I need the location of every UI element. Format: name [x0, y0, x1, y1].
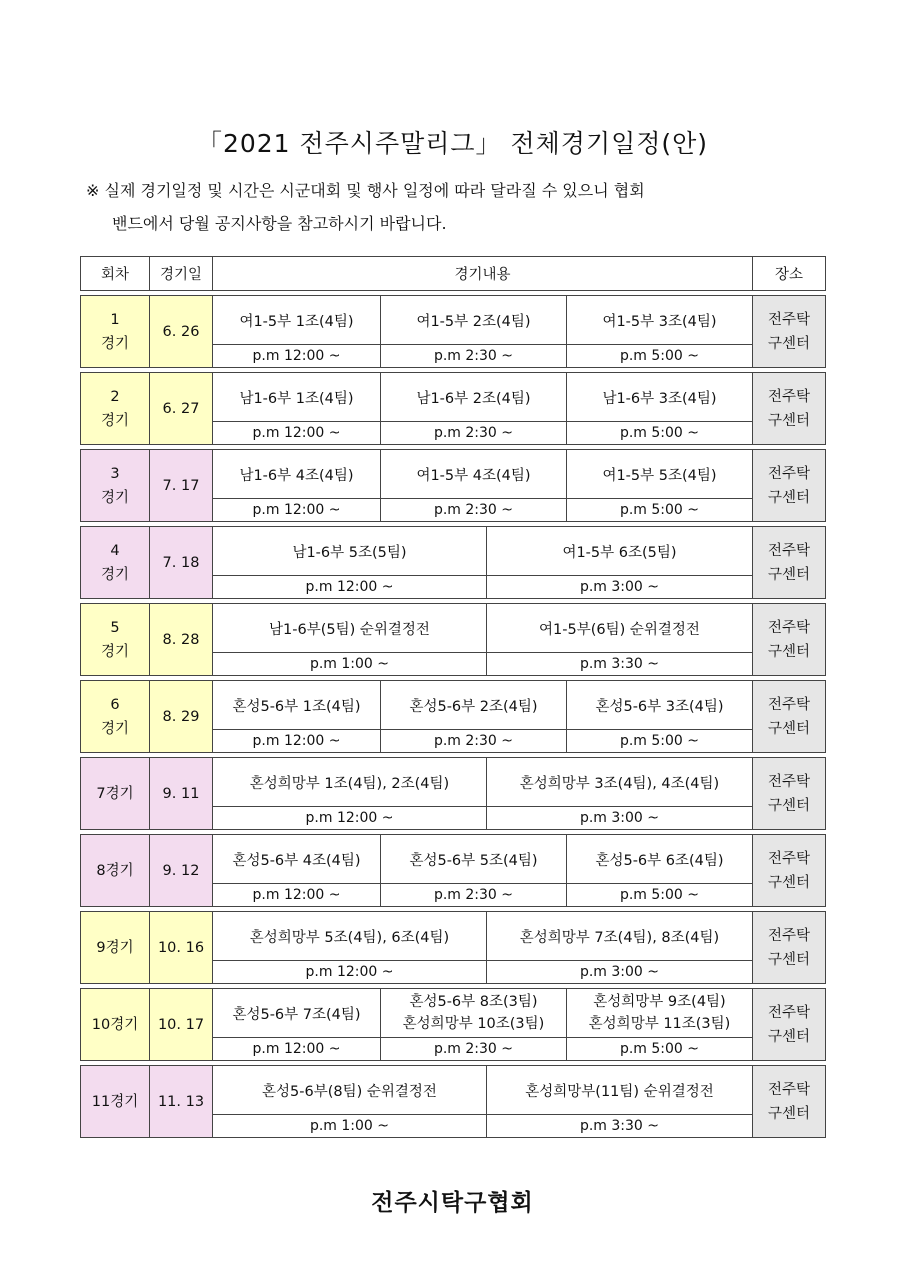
- round-cell: [81, 604, 150, 676]
- event-label: 혼성희망부 9조(4팀): [593, 994, 726, 1010]
- header-date: 경기일: [150, 257, 213, 291]
- event-cell: [213, 989, 381, 1038]
- event-cell: [213, 604, 487, 653]
- date-cell: 8. 29: [150, 681, 213, 753]
- header-place: 장소: [753, 257, 826, 291]
- round-number: 2: [110, 388, 120, 405]
- venue-line-1: 전주탁: [767, 1081, 811, 1098]
- event-label: 남1-6부 2조(4팀): [416, 390, 531, 407]
- event-cell: [213, 450, 381, 499]
- time-cell: p.m 12:00 ~: [213, 422, 381, 445]
- date-cell: 9. 12: [150, 835, 213, 907]
- venue-line-1: 전주탁: [767, 311, 811, 328]
- event-label: 남1-6부 5조(5팀): [292, 544, 407, 561]
- venue-cell: [753, 989, 826, 1061]
- time-cell: p.m 12:00 ~: [213, 499, 381, 522]
- round-number: 4: [110, 542, 120, 559]
- venue-line-1: 전주탁: [767, 388, 811, 405]
- event-cell: [213, 912, 487, 961]
- table-row: [81, 758, 826, 807]
- round-cell: [81, 758, 150, 830]
- event-label: 여1-5부 2조(4팀): [416, 313, 531, 330]
- venue-line-1: 전주탁: [767, 696, 811, 713]
- time-cell: p.m 2:30 ~: [381, 730, 567, 753]
- round-cell: [81, 912, 150, 984]
- time-cell: p.m 12:00 ~: [213, 1038, 381, 1061]
- venue-line-2: 구센터: [767, 566, 811, 583]
- date-cell: 9. 11: [150, 758, 213, 830]
- round-number: 6: [110, 696, 120, 713]
- round-cell: [81, 373, 150, 445]
- round-number: 3: [110, 465, 120, 482]
- table-header-row: [81, 257, 826, 291]
- venue-line-2: 구센터: [767, 335, 811, 352]
- event-label: 남1-6부 4조(4팀): [239, 467, 354, 484]
- table-row: [81, 989, 826, 1038]
- venue-cell: [753, 604, 826, 676]
- organizer-name: 전주시탁구협회: [371, 1190, 534, 1216]
- event-label-line2: 혼성희망부 11조(3팀): [588, 1016, 731, 1032]
- round-word: 경기: [100, 335, 129, 352]
- table-row: [81, 604, 826, 653]
- venue-line-2: 구센터: [767, 1105, 811, 1122]
- date-cell: 6. 27: [150, 373, 213, 445]
- time-cell: p.m 2:30 ~: [381, 499, 567, 522]
- venue-line-1: 전주탁: [767, 619, 811, 636]
- round-label: 9경기: [96, 939, 134, 956]
- header-round: 회차: [81, 257, 150, 291]
- venue-cell: [753, 758, 826, 830]
- event-label: 여1-5부 6조(5팀): [562, 544, 677, 561]
- table-row: [81, 527, 826, 576]
- round-word: 경기: [100, 566, 129, 583]
- header-content: 경기내용: [213, 257, 753, 291]
- event-label-line2: 혼성희망부 10조(3팀): [402, 1016, 545, 1032]
- event-cell: [213, 681, 381, 730]
- schedule-body: [81, 291, 826, 1138]
- event-cell: [487, 758, 753, 807]
- event-label: 혼성5-6부(8팀) 순위결정전: [262, 1083, 437, 1100]
- event-cell: [567, 835, 753, 884]
- time-cell: p.m 12:00 ~: [213, 884, 381, 907]
- event-label: 혼성희망부(11팀) 순위결정전: [525, 1083, 714, 1100]
- event-cell: [487, 527, 753, 576]
- venue-cell: [753, 373, 826, 445]
- venue-cell: [753, 835, 826, 907]
- venue-cell: [753, 1066, 826, 1138]
- table-row: [81, 296, 826, 345]
- round-label: 10경기: [91, 1016, 139, 1033]
- event-cell: [381, 681, 567, 730]
- date-cell: 8. 28: [150, 604, 213, 676]
- event-label: 남1-6부 3조(4팀): [602, 390, 717, 407]
- time-cell: p.m 2:30 ~: [381, 1038, 567, 1061]
- event-label: 혼성5-6부 4조(4팀): [232, 852, 361, 869]
- table-row: [81, 1066, 826, 1115]
- event-label: 혼성5-6부 3조(4팀): [595, 698, 724, 715]
- venue-line-1: 전주탁: [767, 542, 811, 559]
- event-cell: [213, 758, 487, 807]
- venue-cell: [753, 681, 826, 753]
- event-label: 혼성5-6부 2조(4팀): [409, 698, 538, 715]
- venue-line-1: 전주탁: [767, 927, 811, 944]
- event-label: 여1-5부 5조(4팀): [602, 467, 717, 484]
- table-row: [81, 835, 826, 884]
- event-cell: [567, 681, 753, 730]
- venue-line-2: 구센터: [767, 797, 811, 814]
- round-label: 11경기: [91, 1093, 139, 1110]
- event-cell: [213, 373, 381, 422]
- time-cell: p.m 1:00 ~: [213, 653, 487, 676]
- venue-line-1: 전주탁: [767, 773, 811, 790]
- venue-cell: [753, 912, 826, 984]
- event-label: 여1-5부 4조(4팀): [416, 467, 531, 484]
- venue-cell: [753, 527, 826, 599]
- round-word: 경기: [100, 720, 129, 737]
- time-cell: p.m 2:30 ~: [381, 345, 567, 368]
- time-cell: p.m 12:00 ~: [213, 345, 381, 368]
- event-label: 혼성5-6부 8조(3팀): [409, 994, 538, 1010]
- time-cell: p.m 12:00 ~: [213, 961, 487, 984]
- time-cell: p.m 3:00 ~: [487, 807, 753, 830]
- event-label: 혼성희망부 7조(4팀), 8조(4팀): [519, 929, 720, 946]
- event-label: 혼성희망부 3조(4팀), 4조(4팀): [519, 775, 720, 792]
- event-cell: [213, 527, 487, 576]
- round-number: 5: [110, 619, 120, 636]
- time-cell: p.m 5:00 ~: [567, 499, 753, 522]
- venue-cell: [753, 450, 826, 522]
- event-label: 혼성5-6부 5조(4팀): [409, 852, 538, 869]
- date-cell: 10. 17: [150, 989, 213, 1061]
- time-cell: p.m 3:00 ~: [487, 961, 753, 984]
- round-cell: [81, 681, 150, 753]
- document-title: 「2021 전주시주말리그」 전체경기일정(안): [196, 129, 709, 158]
- event-cell: [567, 373, 753, 422]
- event-label: 혼성5-6부 7조(4팀): [232, 1006, 361, 1023]
- venue-line-2: 구센터: [767, 1028, 811, 1045]
- date-cell: 7. 18: [150, 527, 213, 599]
- time-cell: p.m 2:30 ~: [381, 422, 567, 445]
- table-row: [81, 681, 826, 730]
- round-cell: [81, 989, 150, 1061]
- round-word: 경기: [100, 643, 129, 660]
- date-cell: 7. 17: [150, 450, 213, 522]
- table-row: [81, 373, 826, 422]
- round-cell: [81, 1066, 150, 1138]
- time-cell: p.m 5:00 ~: [567, 884, 753, 907]
- venue-line-2: 구센터: [767, 874, 811, 891]
- event-label: 혼성희망부 1조(4팀), 2조(4팀): [249, 775, 450, 792]
- event-cell: [487, 1066, 753, 1115]
- event-cell: [213, 835, 381, 884]
- time-cell: p.m 5:00 ~: [567, 1038, 753, 1061]
- time-cell: p.m 5:00 ~: [567, 345, 753, 368]
- time-cell: p.m 3:30 ~: [487, 653, 753, 676]
- round-cell: [81, 296, 150, 368]
- event-cell: [567, 450, 753, 499]
- time-cell: p.m 3:00 ~: [487, 576, 753, 599]
- time-cell: p.m 12:00 ~: [213, 576, 487, 599]
- notice-line-1: ※ 실제 경기일정 및 시간은 시군대회 및 행사 일정에 따라 달라질 수 있으니 협회: [86, 181, 645, 200]
- event-cell: [213, 296, 381, 345]
- venue-line-1: 전주탁: [767, 1004, 811, 1021]
- event-cell: [381, 373, 567, 422]
- venue-line-2: 구센터: [767, 489, 811, 506]
- round-word: 경기: [100, 489, 129, 506]
- round-cell: [81, 835, 150, 907]
- event-cell: [567, 989, 753, 1038]
- round-label: 7경기: [96, 785, 134, 802]
- round-cell: [81, 527, 150, 599]
- event-label: 혼성5-6부 6조(4팀): [595, 852, 724, 869]
- time-cell: p.m 5:00 ~: [567, 730, 753, 753]
- event-label: 여1-5부(6팀) 순위결정전: [539, 621, 700, 638]
- event-cell: [567, 296, 753, 345]
- time-cell: p.m 5:00 ~: [567, 422, 753, 445]
- date-cell: 6. 26: [150, 296, 213, 368]
- round-number: 1: [110, 311, 120, 328]
- venue-line-1: 전주탁: [767, 465, 811, 482]
- date-cell: 11. 13: [150, 1066, 213, 1138]
- event-cell: [487, 604, 753, 653]
- schedule-table: [80, 256, 826, 1138]
- round-cell: [81, 450, 150, 522]
- event-cell: [381, 296, 567, 345]
- round-word: 경기: [100, 412, 129, 429]
- venue-line-2: 구센터: [767, 720, 811, 737]
- time-cell: p.m 3:30 ~: [487, 1115, 753, 1138]
- event-label: 혼성희망부 5조(4팀), 6조(4팀): [249, 929, 450, 946]
- table-row: [81, 912, 826, 961]
- venue-line-2: 구센터: [767, 643, 811, 660]
- date-cell: 10. 16: [150, 912, 213, 984]
- notice-line-2: 밴드에서 당월 공지사항을 참고하시기 바랍니다.: [112, 214, 447, 233]
- event-cell: [213, 1066, 487, 1115]
- venue-line-2: 구센터: [767, 951, 811, 968]
- time-cell: p.m 1:00 ~: [213, 1115, 487, 1138]
- table-row: [81, 450, 826, 499]
- event-label: 여1-5부 1조(4팀): [239, 313, 354, 330]
- venue-line-1: 전주탁: [767, 850, 811, 867]
- notice-text: [86, 174, 826, 240]
- event-cell: [381, 450, 567, 499]
- event-label: 남1-6부 1조(4팀): [239, 390, 354, 407]
- venue-cell: [753, 296, 826, 368]
- event-cell: [381, 835, 567, 884]
- event-cell: [487, 912, 753, 961]
- time-cell: p.m 12:00 ~: [213, 730, 381, 753]
- event-label: 남1-6부(5팀) 순위결정전: [269, 621, 430, 638]
- event-cell: [381, 989, 567, 1038]
- round-label: 8경기: [96, 862, 134, 879]
- venue-line-2: 구센터: [767, 412, 811, 429]
- time-cell: p.m 2:30 ~: [381, 884, 567, 907]
- event-label: 혼성5-6부 1조(4팀): [232, 698, 361, 715]
- time-cell: p.m 12:00 ~: [213, 807, 487, 830]
- event-label: 여1-5부 3조(4팀): [602, 313, 717, 330]
